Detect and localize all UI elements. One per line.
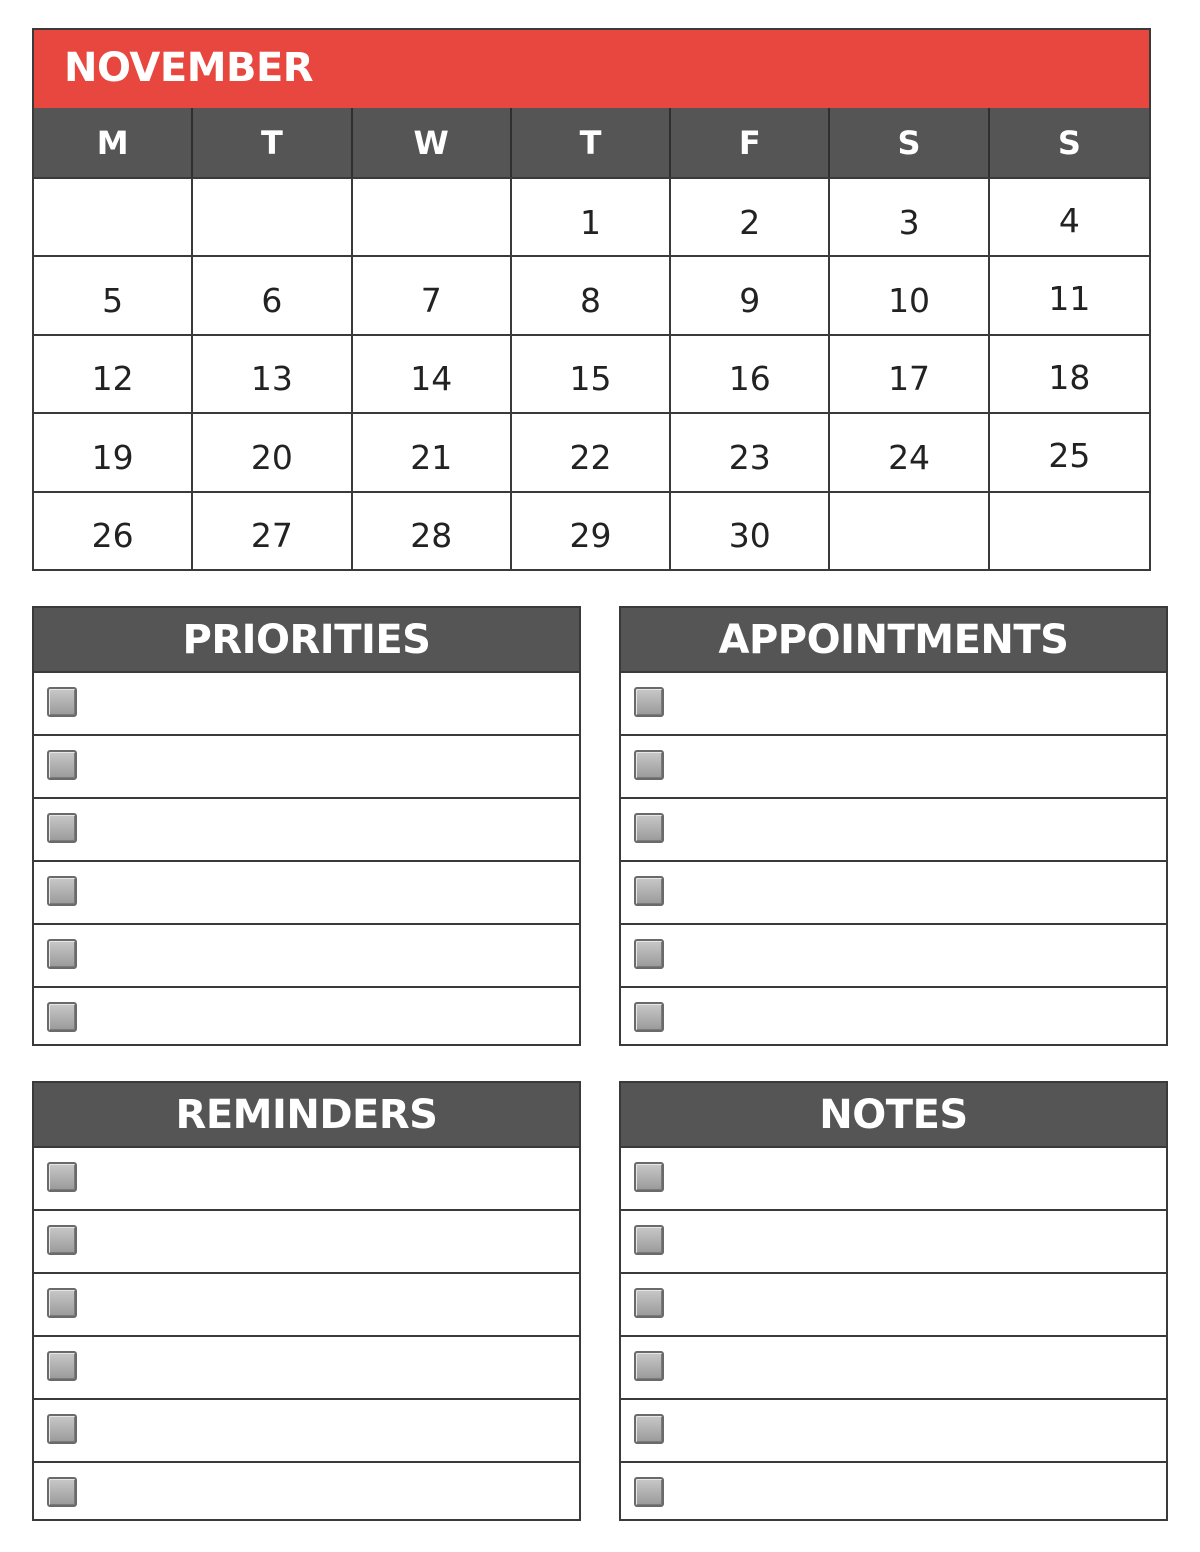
day-cell-14[interactable]: 14 — [353, 334, 512, 412]
appointments-row[interactable] — [621, 986, 1166, 1049]
notes-title: NOTES — [621, 1083, 1166, 1146]
checkbox-icon[interactable] — [634, 750, 664, 780]
reminders-panel — [32, 1081, 581, 1521]
priorities-row[interactable] — [34, 986, 579, 1049]
notes-row[interactable] — [621, 1461, 1166, 1524]
checkbox-icon[interactable] — [47, 1414, 77, 1444]
checkbox-icon[interactable] — [634, 876, 664, 906]
day-cell-20[interactable]: 20 — [193, 412, 352, 490]
day-cell-empty[interactable] — [34, 177, 193, 255]
checkbox-icon[interactable] — [47, 687, 77, 717]
checkbox-icon[interactable] — [634, 1351, 664, 1381]
days-grid — [34, 177, 1149, 569]
day-cell-2[interactable]: 2 — [671, 177, 830, 255]
day-cell-19[interactable]: 19 — [34, 412, 193, 490]
day-cell-empty[interactable] — [990, 491, 1149, 569]
month-calendar — [32, 28, 1151, 571]
notes-row[interactable] — [621, 1272, 1166, 1335]
appointments-panel — [619, 606, 1168, 1046]
day-cell-24[interactable]: 24 — [830, 412, 989, 490]
weekday-header-row — [34, 108, 1149, 177]
appointments-row[interactable] — [621, 671, 1166, 734]
notes-list — [621, 1146, 1166, 1524]
weekday-sunday: S — [1057, 123, 1081, 162]
reminders-row[interactable] — [34, 1461, 579, 1524]
day-cell-empty[interactable] — [830, 491, 989, 569]
day-cell-5[interactable]: 5 — [34, 255, 193, 333]
checkbox-icon[interactable] — [634, 1162, 664, 1192]
priorities-panel — [32, 606, 581, 1046]
day-cell-1[interactable]: 1 — [512, 177, 671, 255]
day-cell-13[interactable]: 13 — [193, 334, 352, 412]
day-cell-6[interactable]: 6 — [193, 255, 352, 333]
month-title: NOVEMBER — [64, 45, 314, 91]
priorities-row[interactable] — [34, 923, 579, 986]
appointments-title: APPOINTMENTS — [621, 608, 1166, 671]
reminders-row[interactable] — [34, 1272, 579, 1335]
day-cell-30[interactable]: 30 — [671, 491, 830, 569]
checkbox-icon[interactable] — [634, 1002, 664, 1032]
reminders-title: REMINDERS — [34, 1083, 579, 1146]
appointments-row[interactable] — [621, 860, 1166, 923]
notes-row[interactable] — [621, 1398, 1166, 1461]
checkbox-icon[interactable] — [47, 750, 77, 780]
priorities-row[interactable] — [34, 797, 579, 860]
day-cell-26[interactable]: 26 — [34, 491, 193, 569]
notes-row[interactable] — [621, 1335, 1166, 1398]
day-cell-9[interactable]: 9 — [671, 255, 830, 333]
day-cell-4[interactable]: 4 — [990, 177, 1149, 255]
weekday-saturday: S — [830, 108, 989, 177]
month-header — [34, 30, 1149, 108]
priorities-row[interactable] — [34, 671, 579, 734]
day-cell-29[interactable]: 29 — [512, 491, 671, 569]
checkbox-icon[interactable] — [634, 1414, 664, 1444]
day-cell-empty[interactable] — [193, 177, 352, 255]
day-cell-12[interactable]: 12 — [34, 334, 193, 412]
weekday-friday: F — [671, 108, 830, 177]
appointments-row[interactable] — [621, 923, 1166, 986]
day-cell-21[interactable]: 21 — [353, 412, 512, 490]
notes-panel — [619, 1081, 1168, 1521]
checkbox-icon[interactable] — [47, 1162, 77, 1192]
checkbox-icon[interactable] — [634, 939, 664, 969]
day-cell-3[interactable]: 3 — [830, 177, 989, 255]
checkbox-icon[interactable] — [634, 687, 664, 717]
day-cell-27[interactable]: 27 — [193, 491, 352, 569]
day-cell-22[interactable]: 22 — [512, 412, 671, 490]
checkbox-icon[interactable] — [47, 939, 77, 969]
checkbox-icon[interactable] — [634, 1288, 664, 1318]
day-cell-empty[interactable] — [353, 177, 512, 255]
reminders-list — [34, 1146, 579, 1524]
priorities-row[interactable] — [34, 860, 579, 923]
day-cell-8[interactable]: 8 — [512, 255, 671, 333]
checkbox-icon[interactable] — [47, 876, 77, 906]
day-cell-25[interactable]: 25 — [990, 412, 1149, 490]
day-cell-10[interactable]: 10 — [830, 255, 989, 333]
checkbox-icon[interactable] — [634, 813, 664, 843]
checkbox-icon[interactable] — [47, 1002, 77, 1032]
reminders-row[interactable] — [34, 1398, 579, 1461]
day-cell-17[interactable]: 17 — [830, 334, 989, 412]
weekday-tuesday: T — [193, 108, 352, 177]
day-cell-11[interactable]: 11 — [990, 255, 1149, 333]
priorities-title: PRIORITIES — [34, 608, 579, 671]
priorities-row[interactable] — [34, 734, 579, 797]
appointments-row[interactable] — [621, 734, 1166, 797]
appointments-row[interactable] — [621, 797, 1166, 860]
day-cell-28[interactable]: 28 — [353, 491, 512, 569]
checkbox-icon[interactable] — [47, 1351, 77, 1381]
checkbox-icon[interactable] — [47, 1225, 77, 1255]
weekday-wednesday: W — [353, 108, 512, 177]
checkbox-icon[interactable] — [47, 813, 77, 843]
day-cell-16[interactable]: 16 — [671, 334, 830, 412]
priorities-list — [34, 671, 579, 1049]
reminders-row[interactable] — [34, 1209, 579, 1272]
day-cell-18[interactable]: 18 — [990, 334, 1149, 412]
checkbox-icon[interactable] — [634, 1225, 664, 1255]
weekday-monday: M — [34, 108, 193, 177]
reminders-row[interactable] — [34, 1146, 579, 1209]
day-cell-23[interactable]: 23 — [671, 412, 830, 490]
reminders-row[interactable] — [34, 1335, 579, 1398]
checkbox-icon[interactable] — [47, 1477, 77, 1507]
notes-row[interactable] — [621, 1146, 1166, 1209]
appointments-list — [621, 671, 1166, 1049]
day-cell-15[interactable]: 15 — [512, 334, 671, 412]
day-cell-7[interactable]: 7 — [353, 255, 512, 333]
checkbox-icon[interactable] — [47, 1288, 77, 1318]
weekday-thursday: T — [512, 108, 671, 177]
checkbox-icon[interactable] — [634, 1477, 664, 1507]
notes-row[interactable] — [621, 1209, 1166, 1272]
